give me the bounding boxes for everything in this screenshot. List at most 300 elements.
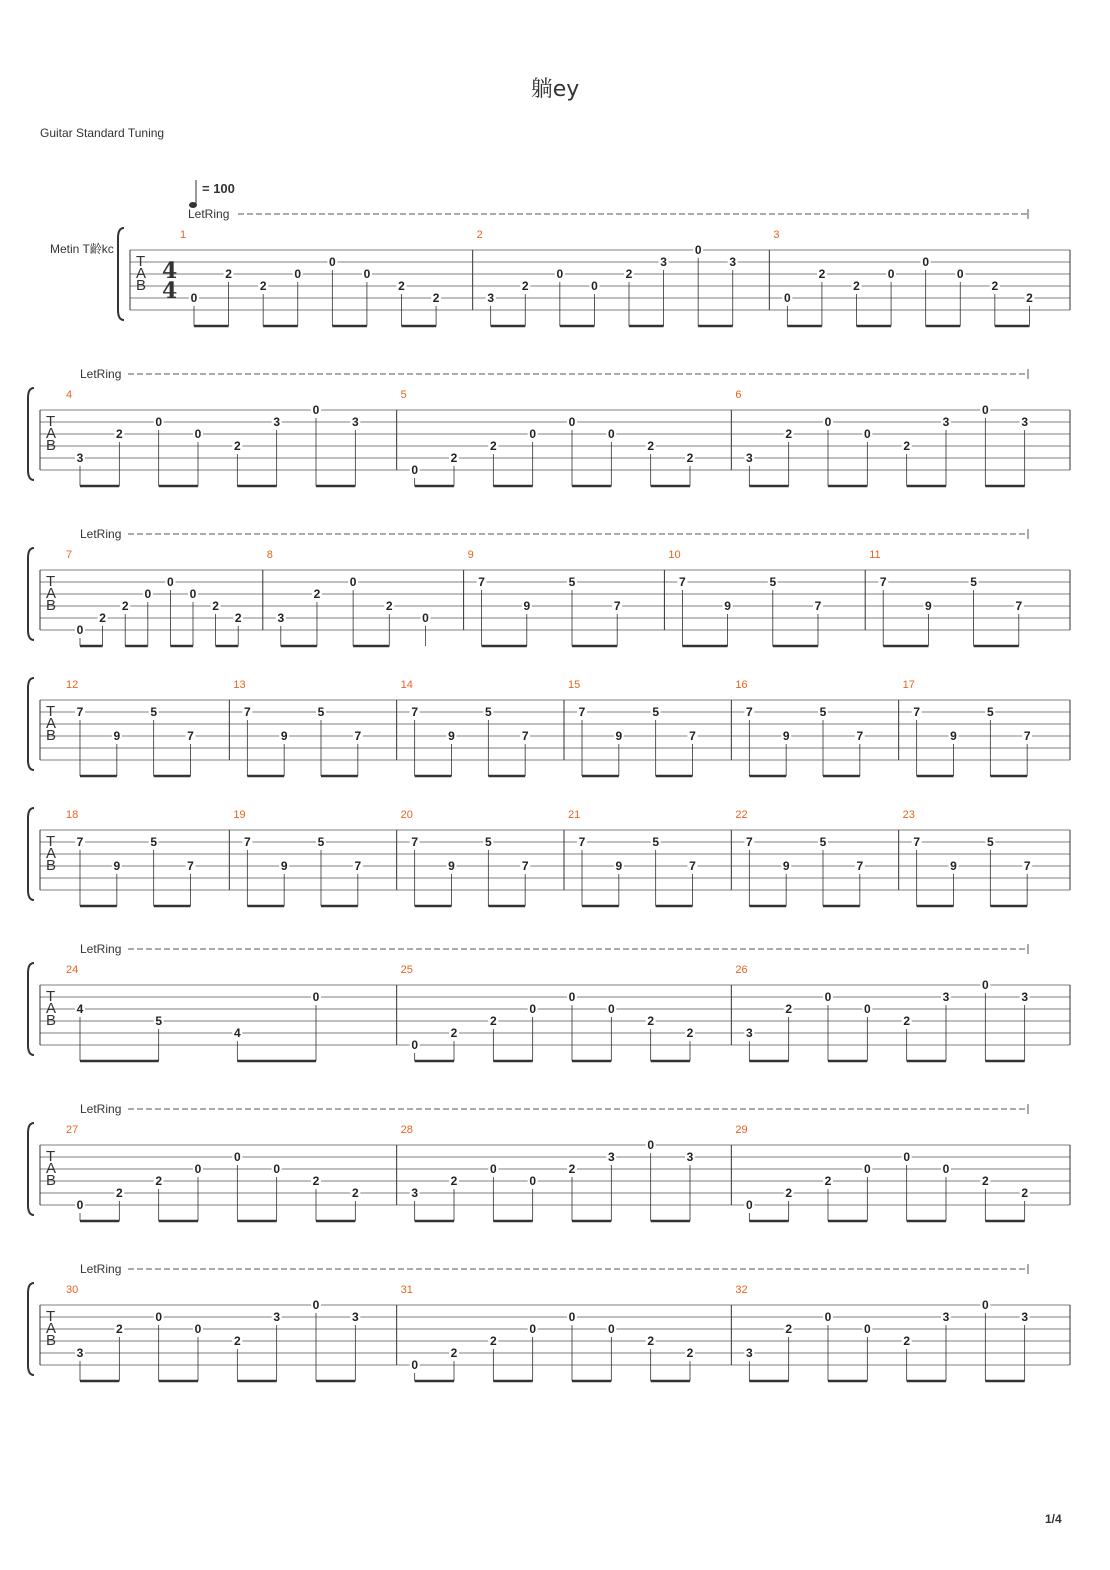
fret-number: 0 [489,1162,497,1176]
fret-number: 0 [155,1310,163,1324]
fret-number: 9 [448,859,455,873]
fret-number: 5 [484,835,492,849]
fret-number: 0 [194,1162,202,1176]
fret-number: 5 [317,705,325,719]
measure [564,679,698,776]
tempo-value: = 100 [202,181,235,196]
measure-number: 14 [400,679,413,691]
fret-number: 7 [856,859,864,873]
fret-number: 2 [785,1186,793,1200]
measure-number: 30 [66,1284,79,1296]
fret-number: 2 [115,427,123,441]
fret-number: 0 [863,427,871,441]
measure-number: 17 [902,679,915,691]
fret-number: 0 [607,1322,615,1336]
fret-number: 0 [529,1174,537,1188]
fret-number: 0 [529,427,537,441]
measure-number: 18 [66,809,79,821]
measure [473,229,738,326]
fret-number: 2 [450,451,458,465]
fret-number: 9 [615,729,623,743]
letring-label: LetRing [80,1102,122,1116]
staff-system [28,808,1070,906]
measure-number: 22 [735,809,748,821]
staff-system [28,1262,1070,1381]
fret-number: 2 [1021,1186,1029,1200]
fret-number: 2 [785,427,793,441]
fret-number: 0 [155,415,163,429]
fret-number: 2 [489,1014,497,1028]
fret-number: 7 [1015,599,1023,613]
system-brace [28,548,34,640]
measure-number: 1 [180,229,187,241]
fret-number: 7 [521,729,529,743]
fret-number: 5 [769,575,777,589]
time-signature-num: 4 [162,258,178,284]
measure-number: 15 [568,679,581,691]
fret-number: 3 [351,1310,359,1324]
fret-number: 2 [115,1322,123,1336]
measure-number: 20 [400,809,413,821]
fret-number: 7 [879,575,887,589]
fret-number: 3 [942,1310,950,1324]
measure [66,389,360,486]
measure-number: 10 [668,549,681,561]
fret-number: 7 [689,859,696,873]
fret-number: 0 [981,978,989,992]
tempo-marking [189,180,235,208]
fret-number: 0 [568,415,576,429]
measure-number: 6 [735,389,742,401]
fret-number: 0 [312,990,320,1004]
fret-number: 5 [150,835,158,849]
measure-number: 29 [735,1124,748,1136]
fret-number: 0 [981,403,989,417]
measure [731,679,865,776]
tab-clef-letter: A [46,1320,57,1337]
fret-number: 3 [745,451,753,465]
fret-number: 0 [189,587,197,601]
tab-clef-letter: T [46,833,56,850]
fret-number: 9 [950,859,957,873]
tab-clef-letter: B [46,1172,57,1189]
fret-number: 7 [745,705,753,719]
fret-number: 9 [113,859,121,873]
staff-system [28,1102,1070,1221]
measure [664,549,823,646]
tab-clef-letter: B [136,277,147,294]
fret-number: 0 [863,1002,871,1016]
fret-number: 0 [591,279,598,293]
staff-system [28,527,1070,646]
fret-number: 3 [660,255,667,269]
measure-number: 9 [467,549,474,561]
fret-number: 2 [686,1026,694,1040]
measure-number: 12 [66,679,79,691]
fret-number: 5 [652,705,660,719]
fret-number: 0 [363,267,371,281]
measure-number: 13 [233,679,246,691]
fret-number: 7 [578,835,586,849]
fret-number: 2 [785,1322,793,1336]
measure [397,964,695,1061]
fret-number: 2 [351,1186,359,1200]
fret-number: 9 [523,599,531,613]
fret-number: 9 [782,729,790,743]
fret-number: 3 [942,990,950,1004]
fret-number: 2 [903,1334,911,1348]
tab-clef-letter: B [46,727,57,744]
measure [769,229,1034,326]
measure [731,1284,1029,1381]
measure [731,1124,1029,1221]
letring-label: LetRing [188,207,230,221]
fret-number: 7 [187,729,194,743]
fret-number: 0 [76,623,84,637]
fret-number: 0 [76,1198,84,1212]
fret-number: 2 [233,439,241,453]
measure [731,809,865,906]
fret-number: 5 [568,575,576,589]
fret-number: 0 [349,575,357,589]
fret-number: 9 [782,859,790,873]
fret-number: 5 [484,705,492,719]
measure [66,679,196,776]
fret-number: 3 [1021,990,1029,1004]
fret-number: 2 [450,1174,458,1188]
fret-number: 5 [317,835,325,849]
fret-number: 0 [422,611,429,625]
staff-systems [28,207,1070,1381]
fret-number: 5 [150,705,158,719]
fret-number: 9 [615,859,623,873]
measure-number: 21 [568,809,581,821]
fret-number: 3 [411,1186,419,1200]
measure-number: 16 [735,679,748,691]
fret-number: 2 [1026,291,1033,305]
tab-clef-letter: B [46,1012,57,1029]
fret-number: 7 [243,835,251,849]
measure [899,679,1033,776]
fret-number: 0 [411,463,419,477]
tab-clef-letter: A [136,265,147,282]
fret-number: 0 [783,291,791,305]
measure-number: 24 [66,964,79,976]
measure [397,389,695,486]
fret-number: 7 [521,859,529,873]
fret-number: 0 [190,291,198,305]
song-title: 躺ey [530,77,580,102]
fret-number: 0 [529,1322,537,1336]
fret-number: 2 [313,587,321,601]
fret-number: 0 [312,1298,320,1312]
fret-number: 0 [556,267,564,281]
fret-number: 7 [411,835,419,849]
fret-number: 2 [398,279,405,293]
measure [564,809,698,906]
fret-number: 7 [354,729,362,743]
measure-number: 32 [735,1284,748,1296]
fret-number: 5 [986,835,994,849]
fret-number: 2 [259,279,267,293]
fret-number: 7 [856,729,864,743]
fret-number: 7 [1023,729,1031,743]
measure-number: 25 [400,964,413,976]
fret-number: 0 [233,1150,241,1164]
fret-number: 3 [487,291,495,305]
fret-number: 0 [312,403,320,417]
fret-number: 3 [942,415,950,429]
fret-number: 7 [679,575,686,589]
fret-number: 5 [155,1014,163,1028]
fret-number: 0 [694,243,702,257]
fret-number: 2 [824,1174,832,1188]
fret-number: 3 [745,1346,753,1360]
fret-number: 4 [76,1002,84,1016]
fret-number: 3 [1021,1310,1029,1324]
fret-number: 5 [986,705,994,719]
fret-number: 2 [647,1334,655,1348]
fret-number: 0 [824,990,832,1004]
fret-number: 9 [925,599,932,613]
tab-clef-letter: T [136,253,146,270]
letring-label: LetRing [80,527,122,541]
tab-clef-letter: T [46,1148,56,1165]
fret-number: 2 [385,599,393,613]
system-brace [28,388,34,480]
fret-number: 4 [233,1026,241,1040]
fret-number: 7 [76,835,84,849]
measure [229,679,363,776]
tab-clef-letter: A [46,845,57,862]
fret-number: 2 [212,599,219,613]
fret-number: 7 [1023,859,1031,873]
measure [397,1124,695,1221]
fret-number: 3 [273,1310,281,1324]
measure [397,809,531,906]
fret-number: 0 [194,427,202,441]
system-brace [28,1123,34,1215]
measure-number: 7 [66,549,73,561]
measure [865,549,1024,646]
staff-system [28,942,1070,1061]
measure [731,964,1029,1061]
time-signature-den: 4 [162,278,178,304]
fret-number: 9 [950,729,957,743]
fret-number: 2 [686,1346,694,1360]
fret-number: 0 [887,267,895,281]
fret-number: 2 [686,451,694,465]
tuning-label: Guitar Standard Tuning [40,126,165,140]
measure [899,809,1033,906]
measure-number: 5 [400,389,407,401]
fret-number: 9 [280,859,288,873]
fret-number: 0 [863,1322,871,1336]
fret-number: 0 [981,1298,989,1312]
fret-number: 0 [942,1162,950,1176]
measure [229,809,363,906]
fret-number: 9 [280,729,288,743]
fret-number: 0 [167,575,174,589]
fret-number: 3 [277,611,285,625]
system-brace [28,678,34,770]
fret-number: 3 [76,1346,84,1360]
fret-number: 5 [652,835,660,849]
measure [66,809,196,906]
fret-number: 2 [450,1026,458,1040]
tab-clef-letter: B [46,597,57,614]
fret-number: 0 [529,1002,537,1016]
measure [66,964,321,1061]
fret-number: 5 [970,575,977,589]
measure [180,229,441,326]
tab-clef-letter: T [46,413,56,430]
measure [66,549,243,646]
fret-number: 9 [448,729,455,743]
fret-number: 2 [981,1174,989,1188]
fret-number: 0 [745,1198,753,1212]
fret-number: 2 [853,279,860,293]
fret-number: 0 [411,1358,419,1372]
tab-clef-letter: A [46,425,57,442]
fret-number: 0 [647,1138,655,1152]
fret-number: 0 [328,255,336,269]
fret-number: 7 [913,835,921,849]
fret-number: 2 [432,291,440,305]
fret-number: 3 [273,415,281,429]
fret-number: 2 [785,1002,793,1016]
tab-clef-letter: T [46,573,56,590]
fret-number: 7 [187,859,194,873]
fret-number: 2 [234,611,242,625]
fret-number: 2 [521,279,529,293]
fret-number: 2 [99,611,106,625]
fret-number: 0 [194,1322,202,1336]
system-brace [28,963,34,1055]
measure-number: 28 [400,1124,413,1136]
fret-number: 7 [354,859,362,873]
measure-number: 23 [902,809,915,821]
measure-number: 4 [66,389,73,401]
fret-number: 2 [647,1014,655,1028]
staff-system [28,367,1070,486]
fret-number: 2 [155,1174,163,1188]
fret-number: 2 [450,1346,458,1360]
fret-number: 0 [824,415,832,429]
tab-clef-letter: B [46,857,57,874]
fret-number: 0 [607,427,615,441]
fret-number: 2 [115,1186,123,1200]
measure [731,389,1029,486]
fret-number: 0 [863,1162,871,1176]
fret-number: 3 [729,255,737,269]
fret-number: 0 [956,267,964,281]
measure [397,1284,695,1381]
tab-clef-letter: A [46,1000,57,1017]
measure-number: 19 [233,809,246,821]
fret-number: 3 [745,1026,753,1040]
fret-number: 0 [903,1150,911,1164]
measure [397,679,531,776]
measure-number: 8 [266,549,273,561]
page-number: 1/4 [1045,1512,1062,1526]
fret-number: 2 [625,267,633,281]
measure-number: 2 [476,229,483,241]
fret-number: 2 [233,1334,241,1348]
fret-number: 2 [489,439,497,453]
fret-number: 3 [607,1150,615,1164]
fret-number: 7 [745,835,753,849]
letring-label: LetRing [80,942,122,956]
system-brace [28,808,34,900]
measure [66,1124,360,1221]
fret-number: 2 [568,1162,576,1176]
system-brace [118,228,124,320]
tab-clef-letter: A [46,715,57,732]
fret-number: 0 [922,255,930,269]
tab-clef-letter: T [46,1308,56,1325]
fret-number: 0 [144,587,152,601]
fret-number: 0 [411,1038,419,1052]
system-brace [28,1283,34,1375]
fret-number: 2 [647,439,655,453]
fret-number: 9 [724,599,731,613]
fret-number: 3 [76,451,84,465]
instrument-name: Metin T齡kc [50,242,114,256]
letring-label: LetRing [80,367,122,381]
measure-number: 27 [66,1124,79,1136]
measure [66,1284,360,1381]
fret-number: 7 [76,705,84,719]
letring-label: LetRing [80,1262,122,1276]
fret-number: 2 [489,1334,497,1348]
fret-number: 3 [351,415,359,429]
fret-number: 2 [121,599,129,613]
fret-number: 5 [819,705,827,719]
measure-number: 3 [773,229,780,241]
measure [464,549,623,646]
fret-number: 7 [613,599,621,613]
fret-number: 7 [814,599,822,613]
fret-number: 0 [294,267,302,281]
fret-number: 3 [1021,415,1029,429]
fret-number: 0 [568,990,576,1004]
fret-number: 7 [411,705,419,719]
fret-number: 2 [903,439,911,453]
tab-clef-letter: T [46,703,56,720]
fret-number: 2 [818,267,826,281]
tab-clef-letter: A [46,585,57,602]
fret-number: 0 [824,1310,832,1324]
fret-number: 0 [273,1162,281,1176]
fret-number: 3 [686,1150,694,1164]
tab-clef-letter: A [46,1160,57,1177]
measure-number: 26 [735,964,748,976]
tab-clef-letter: T [46,988,56,1005]
fret-number: 2 [225,267,232,281]
fret-number: 2 [991,279,999,293]
measure [263,549,431,646]
fret-number: 0 [607,1002,615,1016]
fret-number: 7 [478,575,485,589]
staff-system [28,678,1070,776]
fret-number: 7 [578,705,586,719]
tab-clef-letter: B [46,437,57,454]
tab-clef-letter: B [46,1332,57,1349]
staff-system [118,207,1070,326]
fret-number: 7 [689,729,696,743]
fret-number: 0 [568,1310,576,1324]
